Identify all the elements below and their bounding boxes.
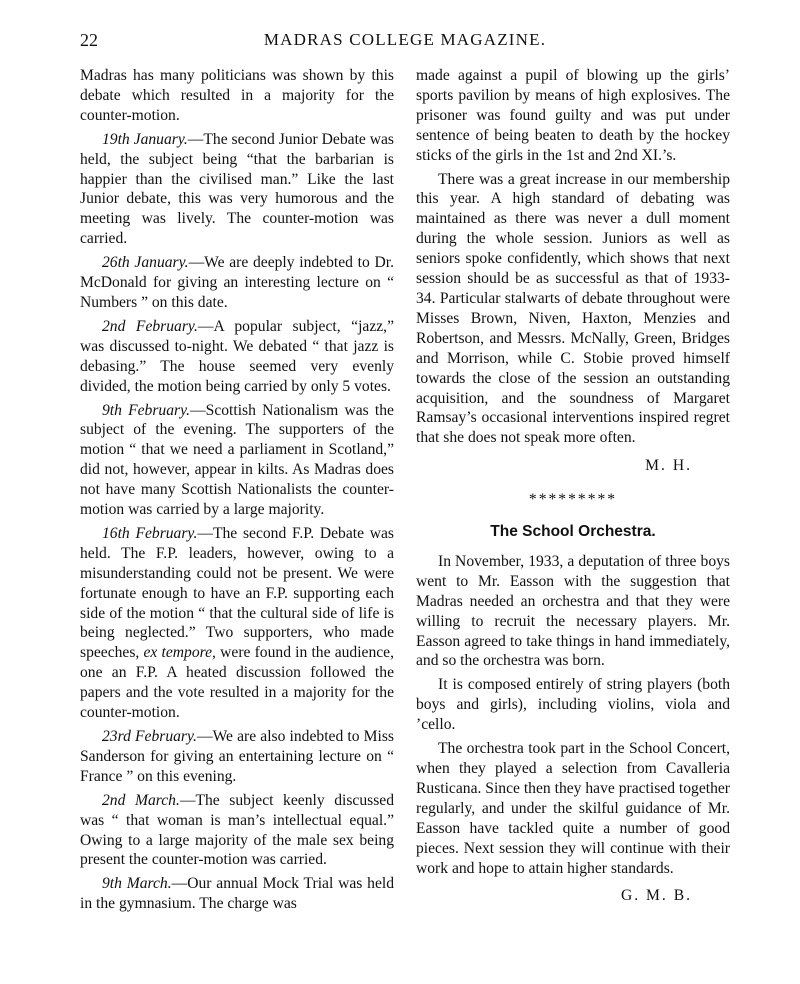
section-divider: ********* — [528, 491, 618, 509]
signature-gmb: G. M. B. — [620, 887, 692, 905]
paragraph-orchestra-origin: In November, 1933, a deputation of three boys went to Mr. Easson with the suggestion that Madras needed an orchestra and that they were willing to recruit the necessary players. Mr. Easson agreed to take things in hand immediately, and so the orchestra was born. — [416, 552, 730, 670]
paragraph-orchestra-players: It is composed entirely of string players (both boys and girls), including violins, viola and ’cello. — [416, 676, 730, 734]
entry-2-february — [80, 317, 394, 397]
entry-date: 19th January. — [102, 130, 188, 148]
entry-text: —Our annual Mock Trial was held in the gymnasium. The charge was — [80, 875, 394, 913]
page-header — [80, 30, 730, 54]
entry-text: —The second F.P. Debate was held. The F.P. leaders, however, owing to a misunderstanding could not be present. We were fortunate enough to have an F.P. supporting each side of the motion “ that the cultural side of life is being neglected.” Two supporters, who made speeches, — [80, 524, 394, 662]
paragraph-text: Madras has many politicians was shown by this debate which resulted in a majority for the counter-motion. — [80, 67, 394, 124]
entry-19-january — [80, 130, 394, 249]
right-column — [416, 66, 730, 912]
entry-text: —The subject keenly discussed was “ that woman is man’s intellectual equal.” Owing to a large majority of the male sex being present the counter-motion was carried. — [80, 791, 394, 869]
entry-date: 2nd March. — [102, 791, 180, 809]
paragraph-continuation: made against a pupil of blowing up the girls’ sports pavilion by means of high explosives. The prisoner was found guilty and was put under sentence of being beaten to death by the hockey sticks of the girls in the 1st and 2nd XI.’s. — [416, 67, 730, 164]
left-column — [80, 66, 394, 918]
entry-emphasis: ex tempore, — [143, 644, 216, 662]
entry-26-january — [80, 253, 394, 313]
page-number: 22 — [80, 30, 98, 50]
entry-23-february — [80, 727, 394, 787]
section-heading: The School Orchestra. — [490, 523, 656, 541]
entry-text: —We are also indebted to Miss Sanderson for giving an entertaining lecture on “ France ” on this evening. — [80, 728, 394, 785]
entry-date: 2nd February. — [102, 317, 198, 335]
running-title: MADRAS COLLEGE MAGAZINE. — [263, 30, 547, 49]
paragraph-orchestra-concert: The orchestra took part in the School Concert, when they played a selection from Cavalleria Rusticana. Since then they have practised together regularly, and under the skilful guidance of Mr. Easson have tackled quite a number of good pieces. Next session they will continue with their work and hope to attain higher standards. — [416, 740, 730, 877]
entry-date: 9th March. — [102, 875, 172, 893]
entry-9-march — [80, 874, 394, 914]
entry-date: 9th February. — [102, 401, 191, 419]
signature-mh: M. H. — [645, 457, 692, 475]
entry-16-february — [80, 524, 394, 723]
paragraph-continuation — [80, 66, 394, 126]
entry-text: —The second Junior Debate was held, the subject being “that the barbarian is happier than the civilised man.” Like the last Junior debate, this was very humorous and the meeting was lively. The counter-motion was carried. — [80, 130, 394, 248]
entry-text: —A popular subject, “jazz,” was discussed to-night. We debated “ that jazz is debasing.” The house seemed very evenly divided, the motion being carried by only 5 votes. — [80, 317, 394, 395]
entry-date: 23rd February. — [102, 728, 197, 745]
entry-9-february — [80, 401, 394, 520]
entry-text: —Scottish Nationalism was the subject of the evening. The supporters of the motion “ that we need a parliament in Scotland,” did not, however, appear in kilts. As Madras does not have many Scottish Nationalists the counter-motion was carried by a large majority. — [80, 401, 394, 519]
paragraph-membership: There was a great increase in our membership this year. A high standard of debating was maintained as there was never a dull moment during the whole session. Juniors as well as seniors spoke confidently, which shows that next session should be as successful as that of 1933-34. Particular stalwarts of debate throughout were Misses Brown, Niven, Haxton, Menzies and Robertson, and Messrs. McNally, Green, Bridges and Morrison, while C. Stobie proved himself towards the close of the session an outstanding acquisition, and the soundness of Margaret Ramsay’s occasional interventions inspired regret that she does not speak more often. — [416, 170, 730, 447]
entry-text: —We are deeply indebted to Dr. McDonald for giving an interesting lecture on “ Numbers ” on this date. — [80, 254, 394, 311]
entry-date: 16th February. — [102, 524, 198, 542]
entry-2-march — [80, 791, 394, 871]
entry-date: 26th January. — [102, 254, 189, 272]
entry-text: were found in the audience, one an F.P. A heated discussion followed the papers and the vote resulted in a majority for the counter-motion. — [80, 644, 394, 722]
